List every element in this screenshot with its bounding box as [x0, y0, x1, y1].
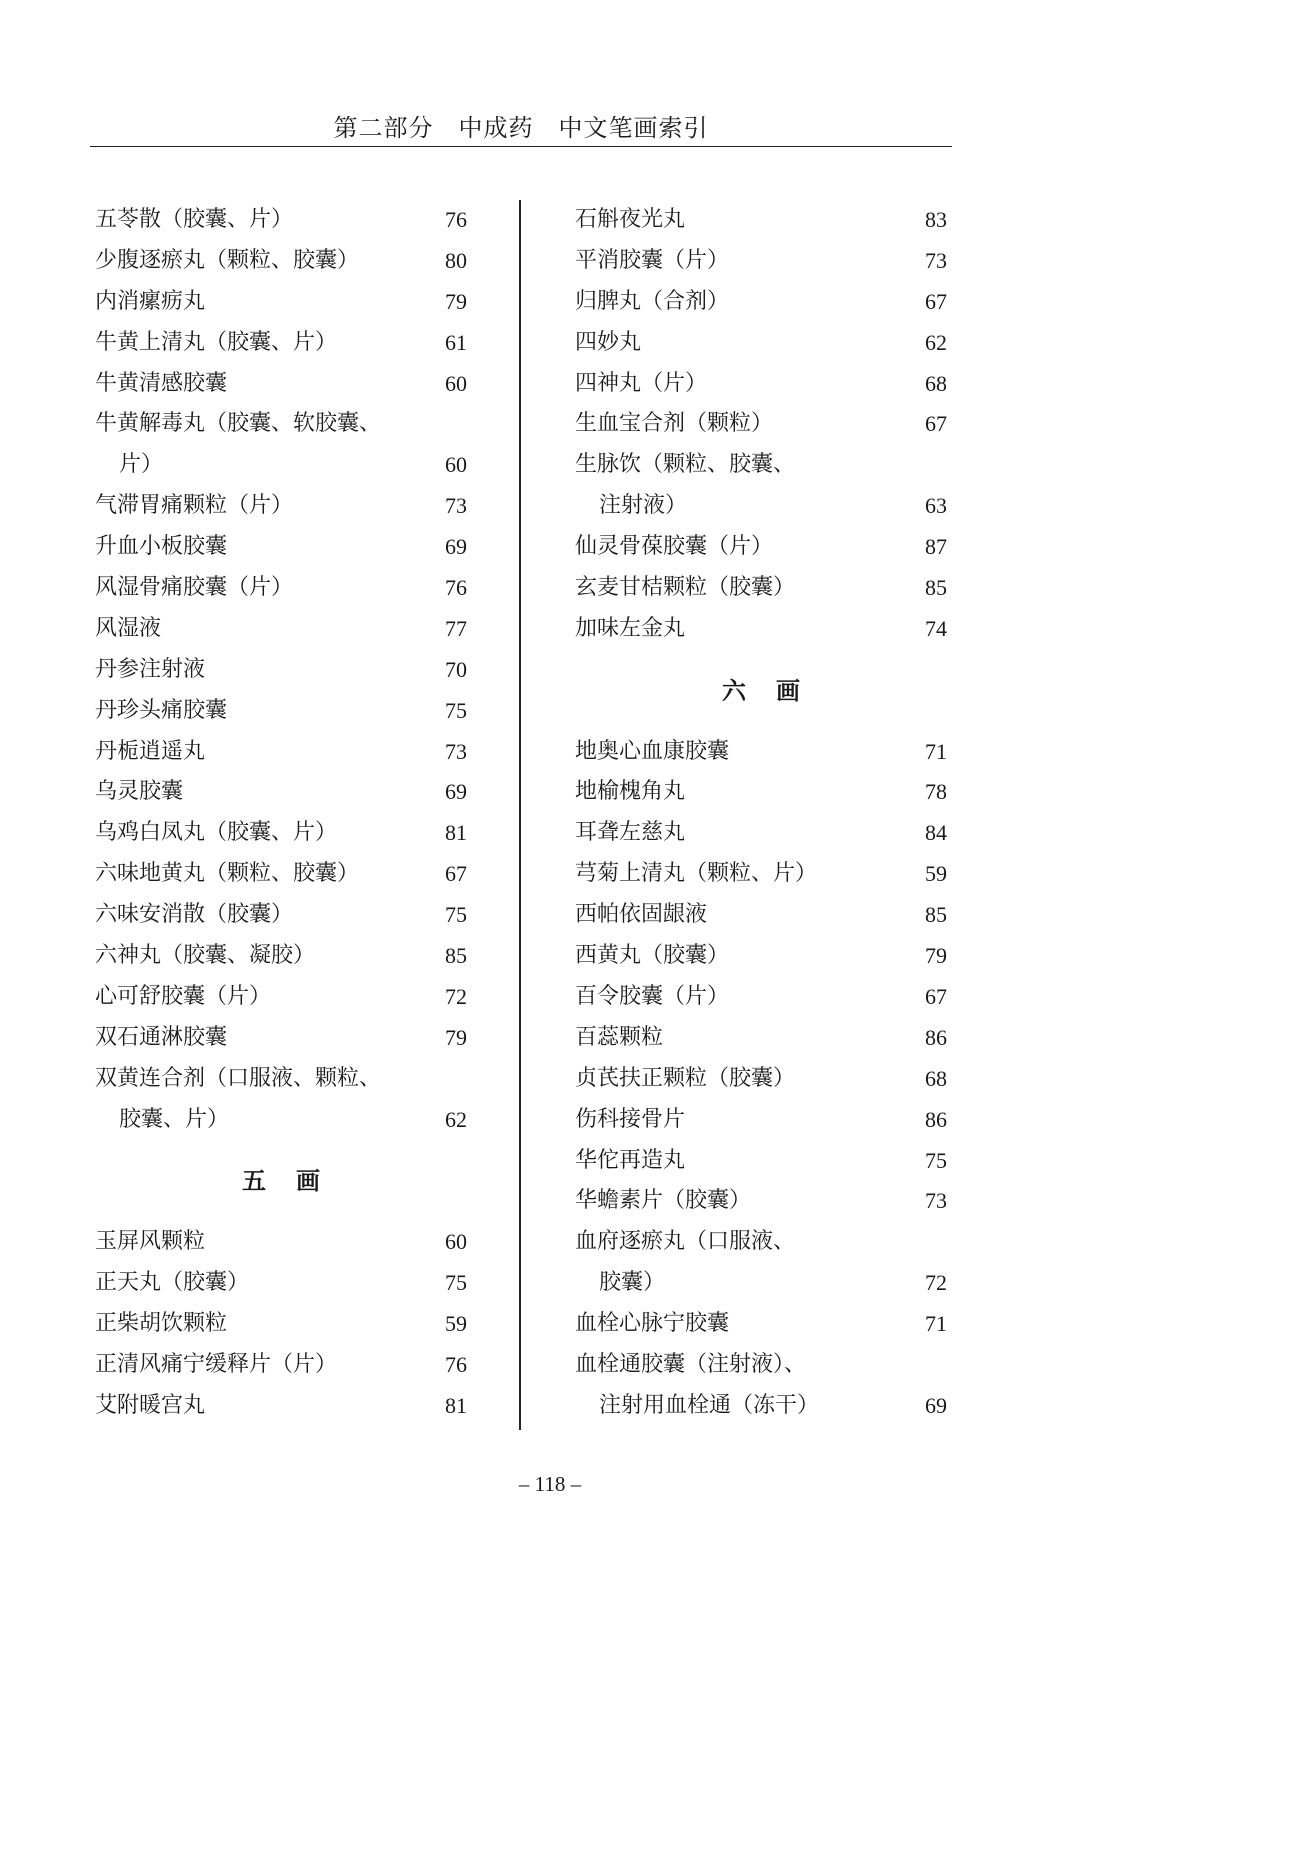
entry-name: 心可舒胶囊（片） [95, 983, 272, 1009]
index-entry [95, 1018, 467, 1059]
entry-page-number: 69 [925, 1392, 947, 1418]
header-rule [90, 146, 952, 147]
entry-page-number: 61 [445, 329, 467, 355]
entry-page-number: 75 [445, 902, 467, 928]
column-divider [519, 200, 521, 1430]
index-entry [95, 486, 467, 527]
index-entry [575, 282, 947, 323]
index-entry [95, 854, 467, 895]
index-entry-continuation [95, 445, 467, 486]
index-entry [575, 1222, 947, 1263]
entry-name: 内消瘰疬丸 [95, 288, 206, 314]
index-entry [95, 1059, 467, 1100]
entry-page-number: 68 [925, 370, 947, 396]
entry-page-number: 63 [925, 493, 947, 519]
entry-page-number: 73 [925, 1188, 947, 1214]
entry-name: 艾附暖宫丸 [95, 1392, 206, 1418]
entry-name: 胶囊） [599, 1270, 666, 1296]
index-entry [95, 404, 467, 445]
index-entry [95, 609, 467, 650]
index-entry [95, 1222, 467, 1263]
entry-page-number: 68 [925, 1065, 947, 1091]
entry-name: 贞芪扶正颗粒（胶囊） [575, 1065, 796, 1091]
entry-name: 归脾丸（合剂） [575, 288, 730, 314]
entry-name: 胶囊、片） [119, 1106, 230, 1132]
entry-name: 华蟾素片（胶囊） [575, 1188, 752, 1214]
entry-name: 六味安消散（胶囊） [95, 902, 294, 928]
index-entry [95, 1263, 467, 1304]
entry-name: 玄麦甘桔颗粒（胶囊） [575, 575, 796, 601]
index-entry [575, 568, 947, 609]
index-entry [575, 609, 947, 650]
entry-page-number: 62 [925, 329, 947, 355]
entry-name: 牛黄解毒丸（胶囊、软胶囊、 [95, 411, 382, 437]
section-heading-label: 五画 [242, 1166, 350, 1196]
entry-page-number: 85 [925, 902, 947, 928]
index-entry [95, 527, 467, 568]
index-entry [95, 282, 467, 323]
index-entry [575, 732, 947, 773]
entry-page-number: 83 [925, 207, 947, 232]
entry-name: 伤科接骨片 [575, 1106, 686, 1132]
index-entry [95, 977, 467, 1018]
page-header-title: 第二部分 中成药 中文笔画索引 [333, 114, 709, 142]
entry-page-number: 86 [925, 1106, 947, 1132]
index-entry [575, 241, 947, 282]
entry-name: 风湿液 [95, 615, 162, 641]
index-entry [575, 364, 947, 405]
entry-name: 血栓通胶囊（注射液）、 [575, 1351, 807, 1377]
entry-name: 正天丸（胶囊） [95, 1270, 250, 1296]
index-entry [95, 364, 467, 405]
entry-page-number: 76 [445, 575, 467, 601]
entry-name: 风湿骨痛胶囊（片） [95, 575, 294, 601]
entry-name: 注射用血栓通（冻干） [599, 1392, 820, 1418]
entry-name: 血栓心脉宁胶囊 [575, 1311, 730, 1337]
entry-page-number: 72 [925, 1270, 947, 1296]
entry-name: 地榆槐角丸 [575, 779, 686, 805]
entry-page-number: 79 [445, 288, 467, 314]
index-entry [575, 936, 947, 977]
entry-page-number: 67 [925, 983, 947, 1009]
entry-name: 乌灵胶囊 [95, 779, 184, 805]
entry-page-number: 73 [925, 247, 947, 273]
entry-name: 牛黄上清丸（胶囊、片） [95, 329, 338, 355]
entry-name: 四神丸（片） [575, 370, 708, 396]
entry-page-number: 76 [445, 1351, 467, 1377]
entry-page-number: 60 [445, 1229, 467, 1255]
index-entry [575, 1100, 947, 1141]
entry-page-number: 75 [445, 697, 467, 723]
entry-page-number: 81 [445, 1392, 467, 1418]
index-entry [575, 1345, 947, 1386]
entry-name: 西黄丸（胶囊） [575, 943, 730, 969]
entry-page-number: 59 [925, 861, 947, 887]
entry-page-number: 78 [925, 779, 947, 805]
entry-page-number: 85 [925, 575, 947, 601]
entry-name: 平消胶囊（片） [575, 247, 730, 273]
index-entry [95, 323, 467, 364]
index-entry [95, 1304, 467, 1345]
entry-page-number: 59 [445, 1311, 467, 1337]
section-heading [95, 1140, 467, 1222]
entry-page-number: 73 [445, 738, 467, 764]
index-entry [575, 200, 947, 241]
entry-page-number: 75 [445, 1270, 467, 1296]
entry-name: 四妙丸 [575, 329, 642, 355]
entry-name: 丹参注射液 [95, 656, 206, 682]
index-entry-continuation [575, 1386, 947, 1427]
entry-name: 少腹逐瘀丸（颗粒、胶囊） [95, 247, 360, 273]
index-entry [95, 936, 467, 977]
entry-name: 正柴胡饮颗粒 [95, 1311, 228, 1337]
index-entry [575, 772, 947, 813]
entry-name: 玉屏风颗粒 [95, 1229, 206, 1255]
index-entry [575, 977, 947, 1018]
entry-name: 牛黄清感胶囊 [95, 370, 228, 396]
entry-page-number: 85 [445, 943, 467, 969]
section-heading-label: 六画 [722, 675, 830, 705]
page-number: – 118 – [518, 1472, 582, 1496]
index-entry [575, 527, 947, 568]
entry-page-number: 76 [445, 207, 467, 232]
entry-name: 生脉饮（颗粒、胶囊、 [575, 452, 796, 478]
index-entry-continuation [95, 1100, 467, 1141]
index-entry [575, 813, 947, 854]
index-entry-continuation [575, 1263, 947, 1304]
entry-name: 片） [119, 452, 164, 478]
entry-page-number: 84 [925, 820, 947, 846]
entry-name: 乌鸡白凤丸（胶囊、片） [95, 820, 338, 846]
index-entry [95, 691, 467, 732]
entry-name: 百蕊颗粒 [575, 1024, 664, 1050]
entry-page-number: 79 [925, 943, 947, 969]
entry-page-number: 71 [925, 738, 947, 764]
entry-page-number: 60 [445, 370, 467, 396]
entry-name: 地奥心血康胶囊 [575, 738, 730, 764]
entry-name: 丹栀逍遥丸 [95, 738, 206, 764]
entry-page-number: 67 [925, 411, 947, 437]
entry-page-number: 79 [445, 1024, 467, 1050]
entry-name: 芎菊上清丸（颗粒、片） [575, 861, 818, 887]
index-entry [575, 404, 947, 445]
index-entry [95, 241, 467, 282]
index-entry [575, 854, 947, 895]
entry-name: 六味地黄丸（颗粒、胶囊） [95, 861, 360, 887]
index-entry [95, 772, 467, 813]
entry-page-number: 69 [445, 534, 467, 560]
index-entry [575, 1304, 947, 1345]
index-entry-continuation [575, 486, 947, 527]
entry-page-number: 80 [445, 247, 467, 273]
entry-name: 西帕依固龈液 [575, 902, 708, 928]
index-entry [95, 650, 467, 691]
entry-name: 石斛夜光丸 [575, 207, 686, 232]
entry-page-number: 72 [445, 983, 467, 1009]
section-heading [575, 650, 947, 732]
entry-page-number: 62 [445, 1106, 467, 1132]
entry-name: 升血小板胶囊 [95, 534, 228, 560]
index-entry [575, 1059, 947, 1100]
entry-page-number: 87 [925, 534, 947, 560]
entry-name: 双黄连合剂（口服液、颗粒、 [95, 1065, 382, 1091]
entry-page-number: 67 [925, 288, 947, 314]
index-entry [95, 568, 467, 609]
index-entry [95, 1386, 467, 1427]
entry-page-number: 74 [925, 615, 947, 641]
entry-name: 加味左金丸 [575, 615, 686, 641]
index-entry [575, 895, 947, 936]
index-entry [95, 732, 467, 773]
index-entry [95, 1345, 467, 1386]
index-entry [575, 1141, 947, 1182]
entry-name: 五苓散（胶囊、片） [95, 207, 294, 232]
entry-name: 丹珍头痛胶囊 [95, 697, 228, 723]
entry-page-number: 67 [445, 861, 467, 887]
entry-name: 耳聋左慈丸 [575, 820, 686, 846]
entry-page-number: 73 [445, 493, 467, 519]
entry-page-number: 86 [925, 1024, 947, 1050]
index-column-left [95, 200, 467, 1427]
entry-name: 六神丸（胶囊、凝胶） [95, 943, 316, 969]
entry-page-number: 77 [445, 615, 467, 641]
index-entry [575, 323, 947, 364]
index-entry [95, 200, 467, 241]
entry-name: 生血宝合剂（颗粒） [575, 411, 774, 437]
entry-name: 华佗再造丸 [575, 1147, 686, 1173]
entry-page-number: 75 [925, 1147, 947, 1173]
index-entry [95, 813, 467, 854]
index-column-right [575, 200, 947, 1427]
entry-page-number: 60 [445, 452, 467, 478]
index-entry [575, 1018, 947, 1059]
entry-name: 正清风痛宁缓释片（片） [95, 1351, 338, 1377]
entry-page-number: 70 [445, 656, 467, 682]
index-entry [575, 1181, 947, 1222]
entry-name: 气滞胃痛颗粒（片） [95, 493, 294, 519]
entry-name: 百令胶囊（片） [575, 983, 730, 1009]
entry-name: 仙灵骨葆胶囊（片） [575, 534, 774, 560]
entry-page-number: 69 [445, 779, 467, 805]
index-entry [575, 445, 947, 486]
index-entry [95, 895, 467, 936]
entry-name: 血府逐瘀丸（口服液、 [575, 1229, 796, 1255]
entry-page-number: 81 [445, 820, 467, 846]
entry-name: 双石通淋胶囊 [95, 1024, 228, 1050]
entry-name: 注射液） [599, 493, 688, 519]
entry-page-number: 71 [925, 1311, 947, 1337]
